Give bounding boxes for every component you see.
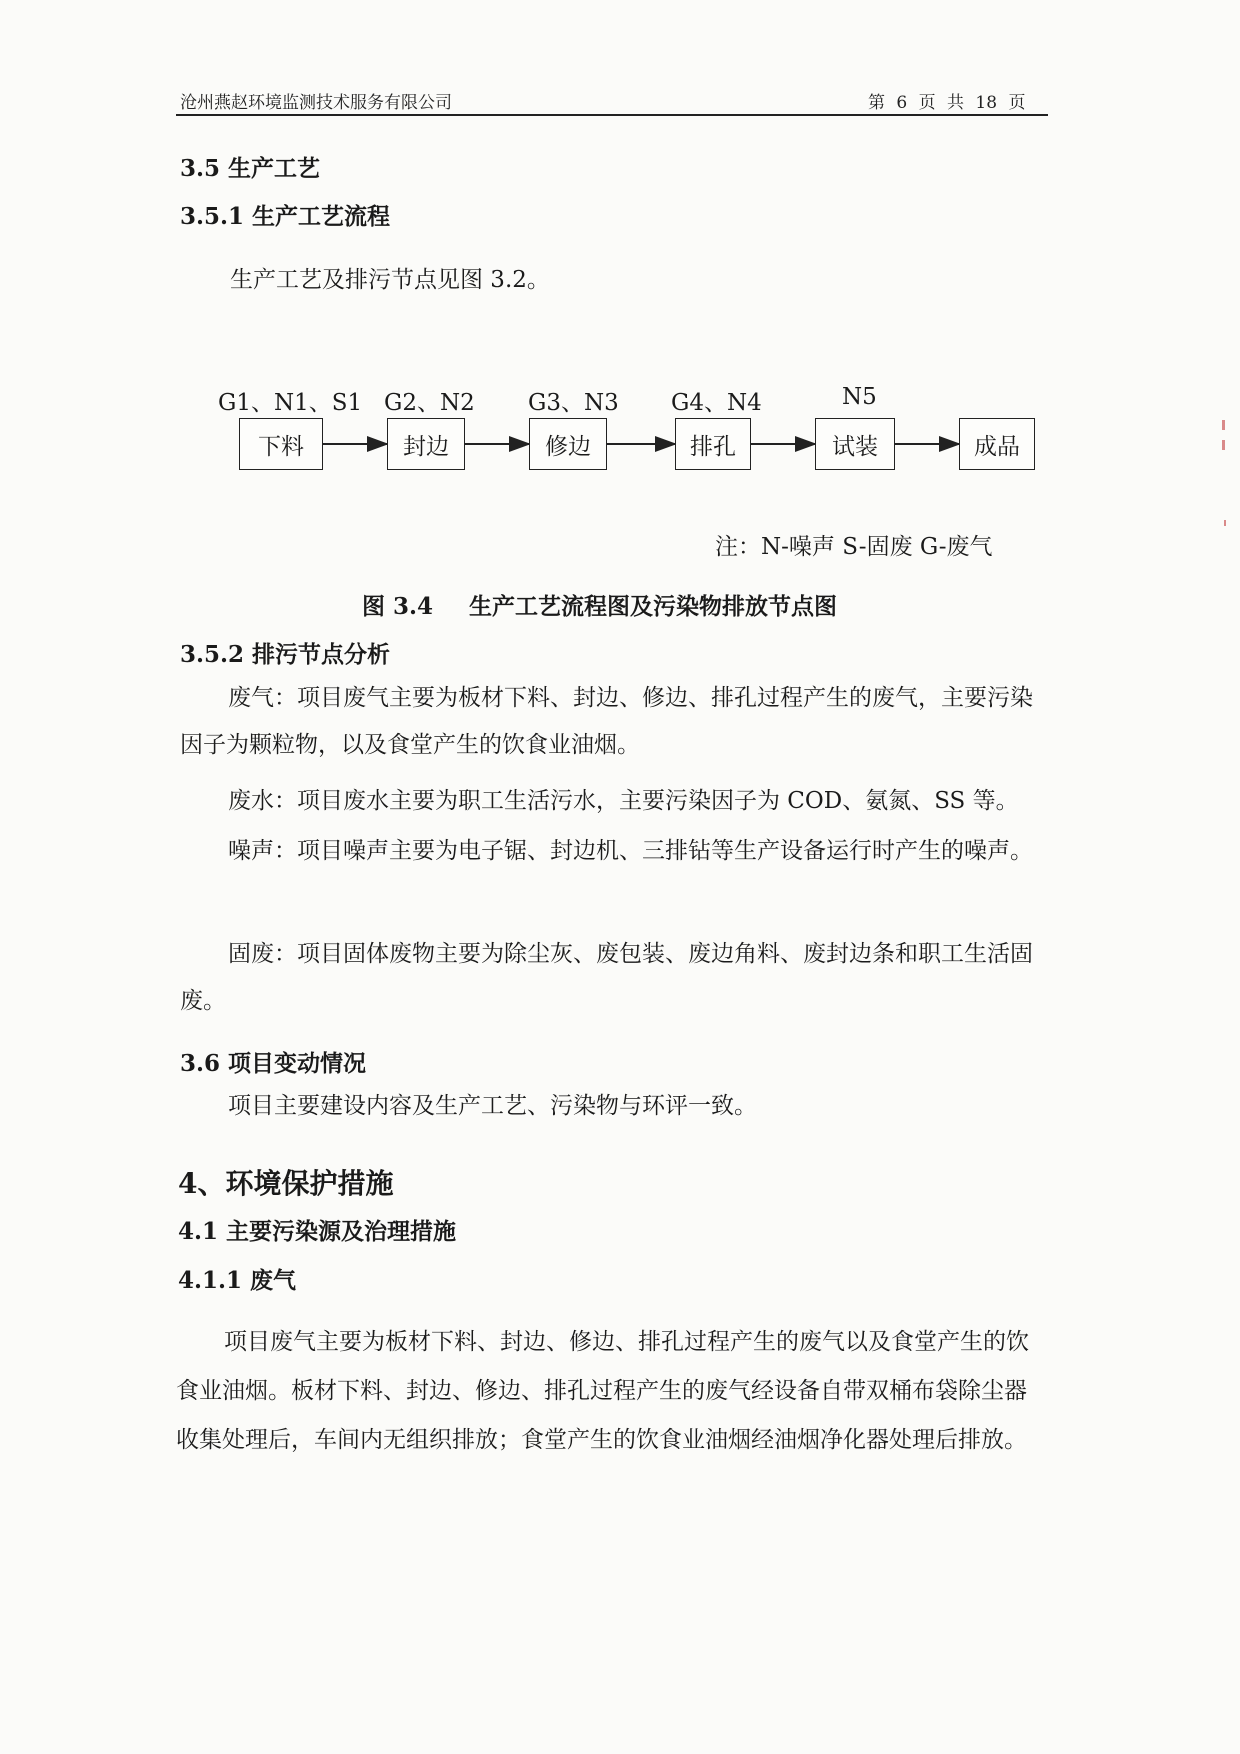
paragraph-project-changes bbox=[180, 1083, 1050, 1130]
flow-box-trial-assembly: 试装 bbox=[815, 418, 895, 470]
waste-water-text: 废水：项目废水主要为职工生活污水，主要污染因子为 COD、氨氮、SS 等。 bbox=[228, 788, 1019, 814]
waste-gas-measures-text: 项目废气主要为板材下料、封边、修边、排孔过程产生的废气以及食堂产生的饮食业油烟。板材下料、封边、修边、排孔过程产生的废气经设备自带双桶布袋除尘器收集处理后，车间内无组织排放；食堂产生的饮食业油烟经油烟净化器处理后排放。 bbox=[176, 1329, 1029, 1453]
header-page-info: 第 6 页 共 18 页 bbox=[868, 93, 1026, 113]
flow-legend-note: 注：N-噪声 S-固废 G-废气 bbox=[715, 534, 993, 560]
solid-waste-text: 固废：项目固体废物主要为除尘灰、废包装、废边角料、废封边条和职工生活固废。 bbox=[180, 941, 1033, 1014]
header-divider bbox=[176, 114, 1048, 116]
flow-box-trimming: 修边 bbox=[529, 418, 607, 470]
flow-label-1: G1、N1、S1 bbox=[218, 390, 363, 416]
noise-text: 噪声：项目噪声主要为电子锯、封边机、三排钻等生产设备运行时产生的噪声。 bbox=[228, 838, 1033, 864]
flow-label-3: G3、N3 bbox=[528, 390, 619, 416]
scan-artifact bbox=[1222, 420, 1225, 430]
flow-arrow-3 bbox=[607, 443, 675, 445]
header-company: 沧州燕赵环境监测技术服务有限公司 bbox=[180, 93, 452, 113]
section-3-5-1-title: 3.5.1 生产工艺流程 bbox=[180, 203, 391, 230]
flow-box-blanking: 下料 bbox=[239, 418, 323, 470]
paragraph-waste-water bbox=[180, 778, 1050, 825]
flow-box-edge-banding: 封边 bbox=[387, 418, 465, 470]
section-4-1-1-title: 4.1.1 废气 bbox=[178, 1267, 297, 1294]
flow-arrow-5 bbox=[895, 443, 959, 445]
flow-label-5: N5 bbox=[842, 384, 877, 410]
paragraph-noise bbox=[180, 828, 1050, 875]
flow-arrow-4 bbox=[751, 443, 815, 445]
section-4-1-title: 4.1 主要污染源及治理措施 bbox=[178, 1218, 457, 1245]
paragraph-waste-gas bbox=[180, 675, 1050, 769]
waste-gas-text: 废气：项目废气主要为板材下料、封边、修边、排孔过程产生的废气，主要污染因子为颗粒物，以及食堂产生的饮食业油烟。 bbox=[180, 685, 1033, 758]
figure-caption bbox=[362, 588, 837, 621]
section-3-6-title: 3.6 项目变动情况 bbox=[180, 1050, 367, 1077]
flow-arrow-1 bbox=[323, 443, 387, 445]
section-3-5-title: 3.5 生产工艺 bbox=[180, 155, 321, 182]
figure-number: 图 3.4 bbox=[362, 593, 434, 620]
scan-artifact bbox=[1222, 440, 1225, 450]
flow-label-2: G2、N2 bbox=[384, 390, 475, 416]
flow-arrow-2 bbox=[465, 443, 529, 445]
scan-artifact bbox=[1224, 520, 1226, 526]
figure-title: 生产工艺流程图及污染物排放节点图 bbox=[469, 593, 838, 620]
section-3-5-2-title: 3.5.2 排污节点分析 bbox=[180, 641, 391, 668]
paragraph-waste-gas-measures bbox=[176, 1318, 1046, 1465]
flow-box-drilling: 排孔 bbox=[675, 418, 751, 470]
section-3-5-1-intro: 生产工艺及排污节点见图 3.2。 bbox=[230, 267, 550, 293]
paragraph-solid-waste bbox=[180, 931, 1050, 1025]
project-changes-text: 项目主要建设内容及生产工艺、污染物与环评一致。 bbox=[228, 1093, 757, 1119]
flow-label-4: G4、N4 bbox=[671, 390, 762, 416]
section-4-title: 4、环境保护措施 bbox=[178, 1167, 394, 1200]
flow-box-finished-product: 成品 bbox=[959, 418, 1035, 470]
